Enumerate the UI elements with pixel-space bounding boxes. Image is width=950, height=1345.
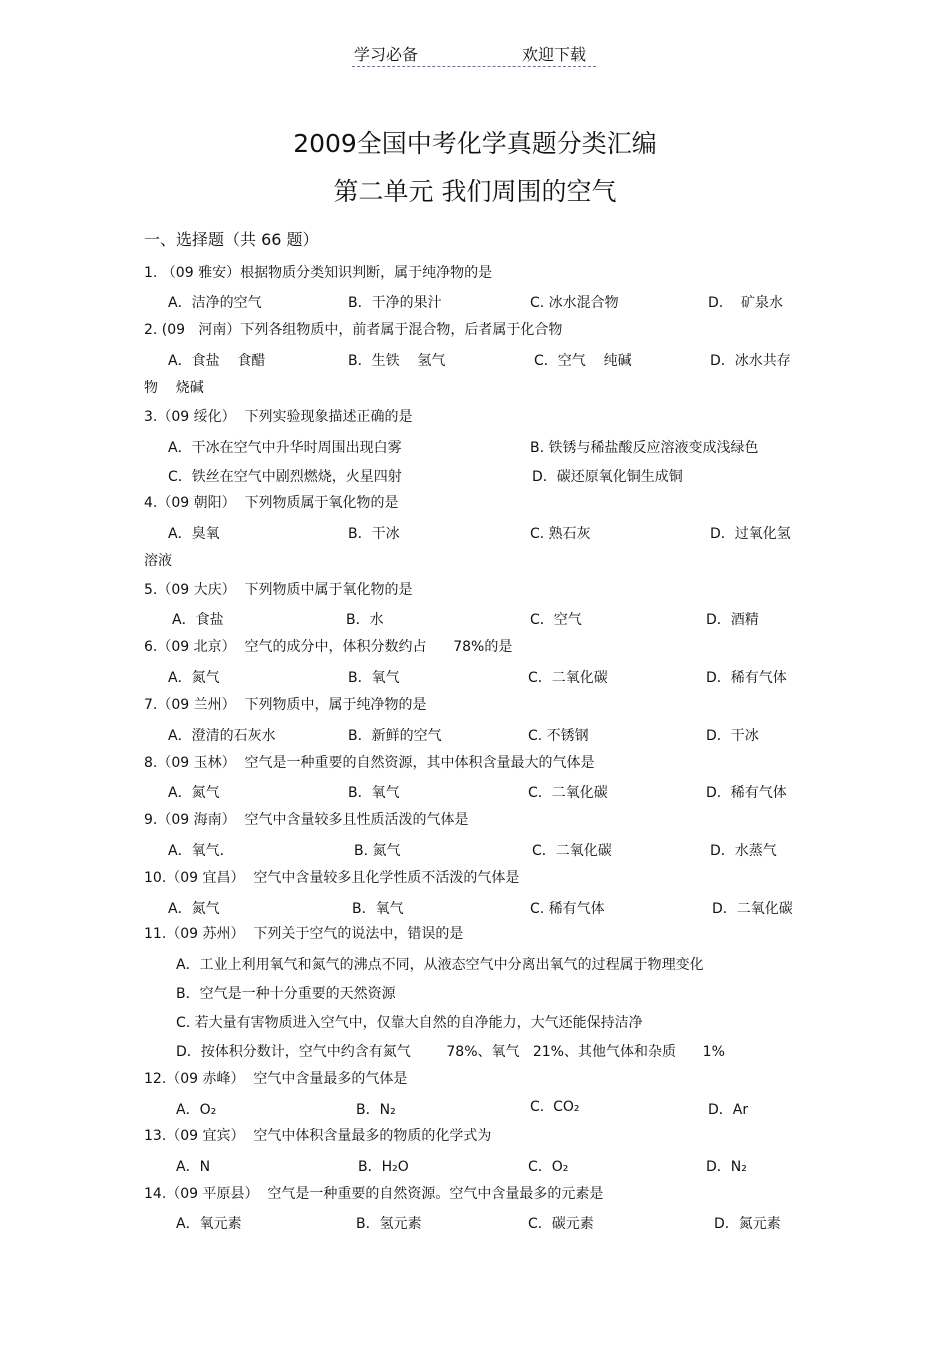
- page-subtitle: 第二单元 我们周围的空气: [333, 177, 617, 206]
- page-header: [352, 42, 596, 67]
- option-wrap: 物 烧碱: [144, 380, 204, 396]
- option: C．碳元素: [528, 1216, 594, 1232]
- question-stem: 11.（09 苏州） 下列关于空气的说法中，错误的是: [144, 926, 464, 942]
- option: C. 稀有气体: [530, 901, 605, 917]
- option: B．空气是一种十分重要的天然资源: [176, 986, 396, 1002]
- option: C．二氧化碳: [532, 843, 612, 859]
- option: D. 矿泉水: [708, 295, 784, 311]
- option: D．冰水共存: [710, 353, 791, 369]
- option: D．按体积分数计，空气中约含有氮气 78%、氧气 21%、其他气体和杂质 1%: [176, 1044, 725, 1060]
- question-stem: 3.（09 绥化） 下列实验现象描述正确的是: [144, 409, 413, 425]
- option: B．干净的果汁: [348, 295, 442, 311]
- question-stem: 8.（09 玉林） 空气是一种重要的自然资源，其中体积含量最大的气体是: [144, 755, 595, 771]
- option-wrap: 溶液: [144, 553, 172, 569]
- option: B．生铁 氢气: [348, 353, 446, 369]
- option: B．氧气: [352, 901, 404, 917]
- option: A．氮气: [168, 785, 220, 801]
- question-stem: 1. （09 雅安）根据物质分类知识判断，属于纯净物的是: [144, 265, 493, 281]
- option: C．二氧化碳: [528, 670, 608, 686]
- option: C. 若大量有害物质进入空气中，仅靠大自然的自净能力，大气还能保持洁净: [176, 1015, 643, 1031]
- option: A．臭氧: [168, 526, 220, 542]
- question-stem: 10.（09 宜昌） 空气中含量较多且化学性质不活泼的气体是: [144, 870, 520, 886]
- option: A．食盐: [172, 612, 224, 628]
- option: D．Ar: [708, 1102, 749, 1118]
- option: B．新鲜的空气: [348, 728, 442, 744]
- option: C．铁丝在空气中剧烈燃烧，火星四射: [168, 469, 402, 485]
- option: C．空气 纯碱: [534, 353, 632, 369]
- option: B．氧气: [348, 785, 400, 801]
- option: A．食盐 食醋: [168, 353, 266, 369]
- option: C. 熟石灰: [530, 526, 591, 542]
- option: B．水: [346, 612, 384, 628]
- option: B．氢元素: [356, 1216, 422, 1232]
- option: B．干冰: [348, 526, 400, 542]
- question-stem: 6.（09 北京） 空气的成分中，体积分数约占 78%的是: [144, 639, 513, 655]
- option: D．水蒸气: [710, 843, 777, 859]
- option: A．氧气．: [168, 843, 234, 859]
- option: A．洁净的空气: [168, 295, 262, 311]
- question-stem: 12.（09 赤峰） 空气中含量最多的气体是: [144, 1071, 408, 1087]
- option: D．二氧化碳: [712, 901, 793, 917]
- option: D．酒精: [706, 612, 759, 628]
- option: B．氧气: [348, 670, 400, 686]
- option: B. 铁锈与稀盐酸反应溶液变成浅绿色: [530, 440, 759, 456]
- option: D．稀有气体: [706, 670, 787, 686]
- option: B．N₂: [356, 1102, 396, 1118]
- option: A．干冰在空气中升华时周围出现白雾: [168, 440, 402, 456]
- option: A．N: [176, 1159, 211, 1175]
- option: D．干冰: [706, 728, 759, 744]
- option: B. 氮气: [354, 843, 401, 859]
- page-title: 2009全国中考化学真题分类汇编: [293, 129, 657, 158]
- question-stem: 13.（09 宜宾） 空气中体积含量最多的物质的化学式为: [144, 1128, 492, 1144]
- option: B．H₂O: [358, 1159, 409, 1175]
- option: C．二氧化碳: [528, 785, 608, 801]
- option: C. CO₂: [530, 1099, 580, 1115]
- option: D．氮元素: [714, 1216, 781, 1232]
- option: A．澄清的石灰水: [168, 728, 276, 744]
- option: C. 不锈钢: [528, 728, 589, 744]
- option: D．N₂: [706, 1159, 747, 1175]
- option: D．过氧化氢: [710, 526, 791, 542]
- option: A．氮气: [168, 901, 220, 917]
- question-stem: 5.（09 大庆） 下列物质中属于氧化物的是: [144, 582, 413, 598]
- option: A．O₂: [176, 1102, 217, 1118]
- option: C．空气: [530, 612, 582, 628]
- section-heading: 一、选择题（共 66 题）: [144, 230, 319, 249]
- option: A．工业上利用氧气和氮气的沸点不同，从液态空气中分离出氧气的过程属于物理变化: [176, 957, 704, 973]
- question-stem: 2. (09 河南）下列各组物质中，前者属于混合物，后者属于化合物: [144, 322, 563, 338]
- option: C．O₂: [528, 1159, 569, 1175]
- question-stem: 9.（09 海南） 空气中含量较多且性质活泼的气体是: [144, 812, 469, 828]
- question-stem: 14.（09 平原县） 空气是一种重要的自然资源。空气中含量最多的元素是: [144, 1186, 604, 1202]
- question-stem: 7.（09 兰州） 下列物质中，属于纯净物的是: [144, 697, 427, 713]
- option: C. 冰水混合物: [530, 295, 619, 311]
- option: A．氮气: [168, 670, 220, 686]
- question-stem: 4.（09 朝阳） 下列物质属于氧化物的是: [144, 495, 399, 511]
- header-right: 欢迎下载: [522, 45, 587, 64]
- option: A．氧元素: [176, 1216, 242, 1232]
- option: D．稀有气体: [706, 785, 787, 801]
- header-left: 学习必备: [354, 45, 419, 64]
- option: D．碳还原氧化铜生成铜: [532, 469, 683, 485]
